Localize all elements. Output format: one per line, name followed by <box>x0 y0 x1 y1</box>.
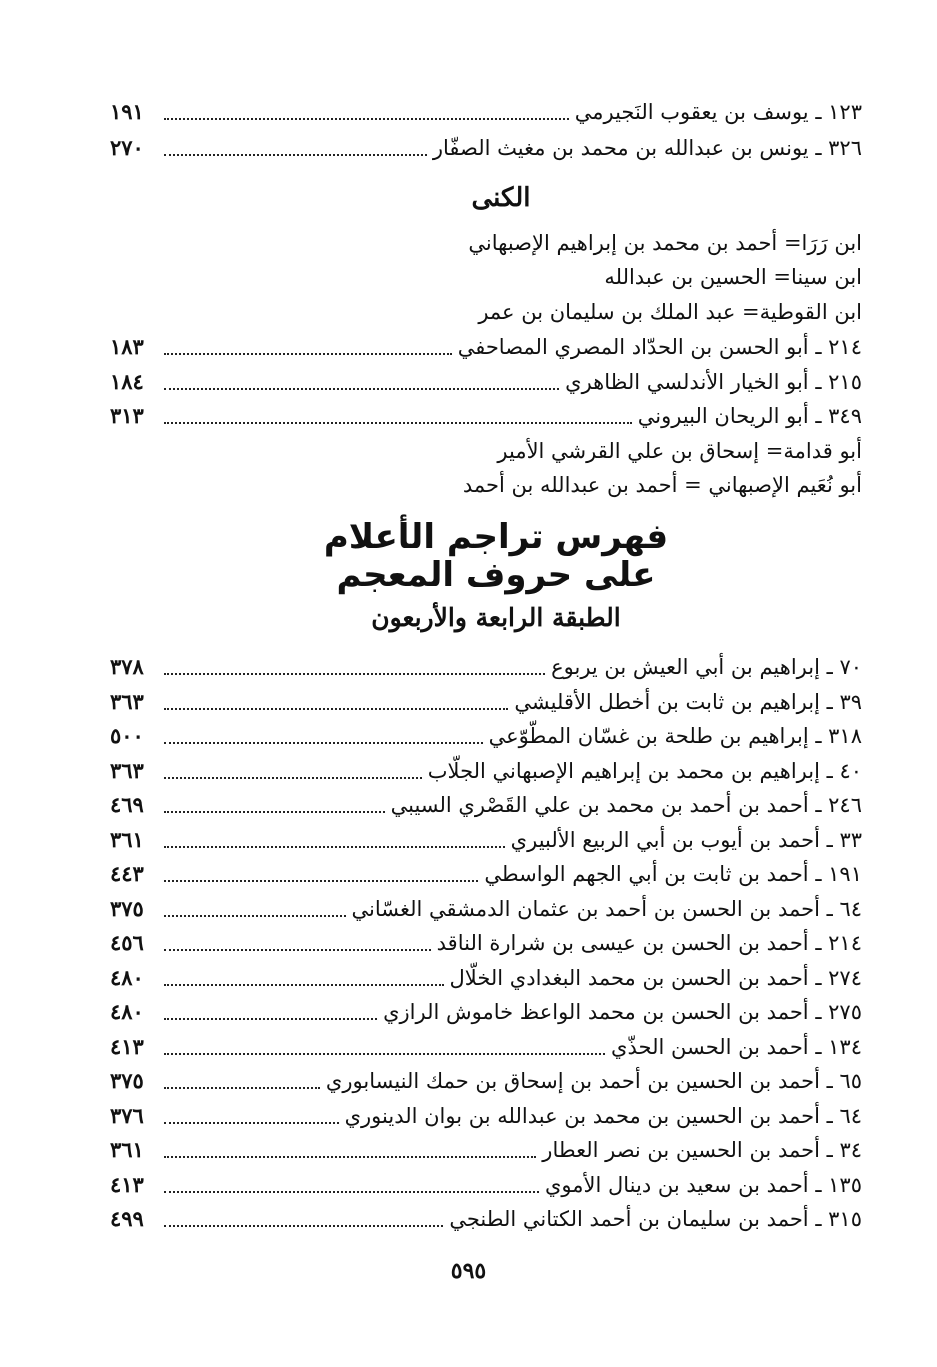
main-title <box>110 518 862 594</box>
entry-text: ٢١٥ ـ أبو الخيار الأندلسي الظاهري <box>565 370 862 394</box>
index-entry <box>110 399 862 433</box>
entry-text: ٢٤٦ ـ أحمد بن أحمد بن محمد بن علي القَصْري السيبي <box>390 793 862 817</box>
entry-page: ٤٦٩ <box>110 792 144 817</box>
main-title-line-2: على حروف المعجم <box>336 555 656 595</box>
index-entry <box>110 95 862 129</box>
entry-page: ٣٦٣ <box>110 689 144 714</box>
page-number: ٥٩٥ <box>450 1258 487 1284</box>
leader-dots <box>164 1087 320 1089</box>
index-entry <box>110 1099 862 1133</box>
entry-page: ٤٩٩ <box>110 1206 144 1231</box>
entry-page: ٣٦٣ <box>110 758 144 783</box>
leader-dots <box>164 388 559 390</box>
entry-text: ٢١٤ ـ أحمد بن الحسن بن عيسى بن شرارة الناقد <box>436 931 862 955</box>
entry-text: ٦٤ ـ أحمد بن الحسن بن أحمد بن عثمان الدمشقي الغسّاني <box>351 897 862 921</box>
entry-text: ٣٤ ـ أحمد بن الحسين بن نصر العطار <box>542 1138 862 1162</box>
index-entry <box>110 857 862 891</box>
index-entry <box>110 1133 862 1167</box>
leader-dots <box>164 880 478 882</box>
entry-text: ١٩١ ـ أحمد بن ثابت بن أبي الجهم الواسطي <box>484 862 862 886</box>
entry-text: ٣٩ ـ إبراهيم بن ثابت بن أخطل الأقليشي <box>514 690 862 714</box>
leader-dots <box>164 1053 605 1055</box>
entry-text: ٧٠ ـ إبراهيم بن أبي العيش بن يربوع <box>551 655 862 679</box>
index-entry <box>110 823 862 857</box>
entry-page: ٣٧٨ <box>110 654 144 679</box>
index-entry <box>110 131 862 165</box>
leader-dots <box>164 422 632 424</box>
leader-dots <box>164 777 422 779</box>
entry-page: ٤٤٣ <box>110 861 144 886</box>
cross-reference: ابن رَرَا= أحمد بن محمد بن إبراهيم الإصبهاني <box>468 231 862 255</box>
index-entry <box>110 1168 862 1202</box>
leader-dots <box>164 353 452 355</box>
leader-dots <box>164 154 427 156</box>
entry-text: ١٢٣ ـ يوسف بن يعقوب النَجيرمي <box>574 100 862 124</box>
entry-text: ٦٥ ـ أحمد بن الحسين بن أحمد بن إسحاق بن حمك النيسابوري <box>325 1069 862 1093</box>
entry-page: ٤٥٦ <box>110 930 144 955</box>
main-title-line-1: فهرس تراجم الأعلام <box>323 517 669 557</box>
index-entry <box>110 365 862 399</box>
entry-page: ٣٧٦ <box>110 1103 144 1128</box>
leader-dots <box>164 846 505 848</box>
entry-page: ٣٧٥ <box>110 896 144 921</box>
index-entry <box>110 1030 862 1064</box>
entry-page: ٣٦١ <box>110 827 144 852</box>
entry-page: ٣١٣ <box>110 403 144 428</box>
leader-dots <box>164 1191 539 1193</box>
leader-dots <box>164 915 346 917</box>
leader-dots <box>164 1018 377 1020</box>
entry-text: ٤٠ ـ إبراهيم بن محمد بن إبراهيم الإصبهاني الجلّاب <box>427 759 862 783</box>
index-entry <box>110 1202 862 1236</box>
index-entry <box>110 685 862 719</box>
leader-dots <box>164 811 385 813</box>
leader-dots <box>164 1225 443 1227</box>
index-entry <box>110 719 862 753</box>
leader-dots <box>164 949 431 951</box>
entry-page: ٤٨٠ <box>110 965 144 990</box>
entry-text: ٣٣ ـ أحمد بن أيوب بن أبي الربيع الألبيري <box>510 828 862 852</box>
index-entry <box>110 892 862 926</box>
entry-page: ٤٨٠ <box>110 999 144 1024</box>
leader-dots <box>164 742 483 744</box>
entry-text: ٢٧٤ ـ أحمد بن الحسن بن محمد البغدادي الخلّال <box>449 966 862 990</box>
index-entry <box>110 330 862 364</box>
leader-dots <box>164 118 569 120</box>
leader-dots <box>164 673 545 675</box>
index-entry <box>110 650 862 684</box>
entry-page: ١٨٣ <box>110 334 144 359</box>
entry-page: ١٨٤ <box>110 369 144 394</box>
entry-text: ٣٤٩ ـ أبو الريحان البيروني <box>637 404 862 428</box>
entry-text: ١٣٤ ـ أحمد بن الحسن الحذّي <box>611 1035 862 1059</box>
entry-text: ٢١٤ ـ أبو الحسن بن الحدّاد المصري المصاحفي <box>457 335 862 359</box>
index-entry <box>110 926 862 960</box>
entry-text: ١٣٥ ـ أحمد بن سعيد بن دينال الأموي <box>545 1173 862 1197</box>
entry-page: ٣٧٥ <box>110 1068 144 1093</box>
entry-page: ٣٦١ <box>110 1137 144 1162</box>
entry-text: ٣١٥ ـ أحمد بن سليمان بن أحمد الكتاني الطنجي <box>449 1207 862 1231</box>
entry-page: ٢٧٠ <box>110 135 144 160</box>
leader-dots <box>164 1122 339 1124</box>
entry-page: ٤١٣ <box>110 1034 144 1059</box>
kuna-heading: الكنى <box>471 183 531 213</box>
entry-text: ٢٧٥ ـ أحمد بن الحسن بن محمد الواعظ خاموش الرازي <box>383 1000 862 1024</box>
entry-page: ٥٠٠ <box>110 723 144 748</box>
entry-text: ٣١٨ ـ إبراهيم بن طلحة بن غسّان المطّوّعي <box>488 724 862 748</box>
index-entry <box>110 995 862 1029</box>
index-entry <box>110 754 862 788</box>
entry-text: ٣٢٦ ـ يونس بن عبدالله بن محمد بن مغيث الصفّار <box>432 136 862 160</box>
section-heading: الطبقة الرابعة والأربعون <box>371 603 621 632</box>
cross-reference: ابن سينا= الحسين بن عبدالله <box>604 265 862 289</box>
entry-page: ١٩١ <box>110 99 144 124</box>
entry-text: ٦٤ ـ أحمد بن الحسين بن محمد بن عبدالله بن بوان الدينوري <box>344 1104 862 1128</box>
cross-reference: أبو قدامة= إسحاق بن علي القرشي الأمير <box>497 439 862 463</box>
entry-page: ٤١٣ <box>110 1172 144 1197</box>
cross-reference: أبو نُعَيم الإصبهاني = أحمد بن عبدالله بن أحمد <box>462 473 862 497</box>
leader-dots <box>164 984 444 986</box>
cross-reference: ابن القوطية= عبد الملك بن سليمان بن عمر <box>478 300 862 324</box>
leader-dots <box>164 708 508 710</box>
index-entry <box>110 961 862 995</box>
index-entry <box>110 788 862 822</box>
leader-dots <box>164 1156 536 1158</box>
index-entry <box>110 1064 862 1098</box>
